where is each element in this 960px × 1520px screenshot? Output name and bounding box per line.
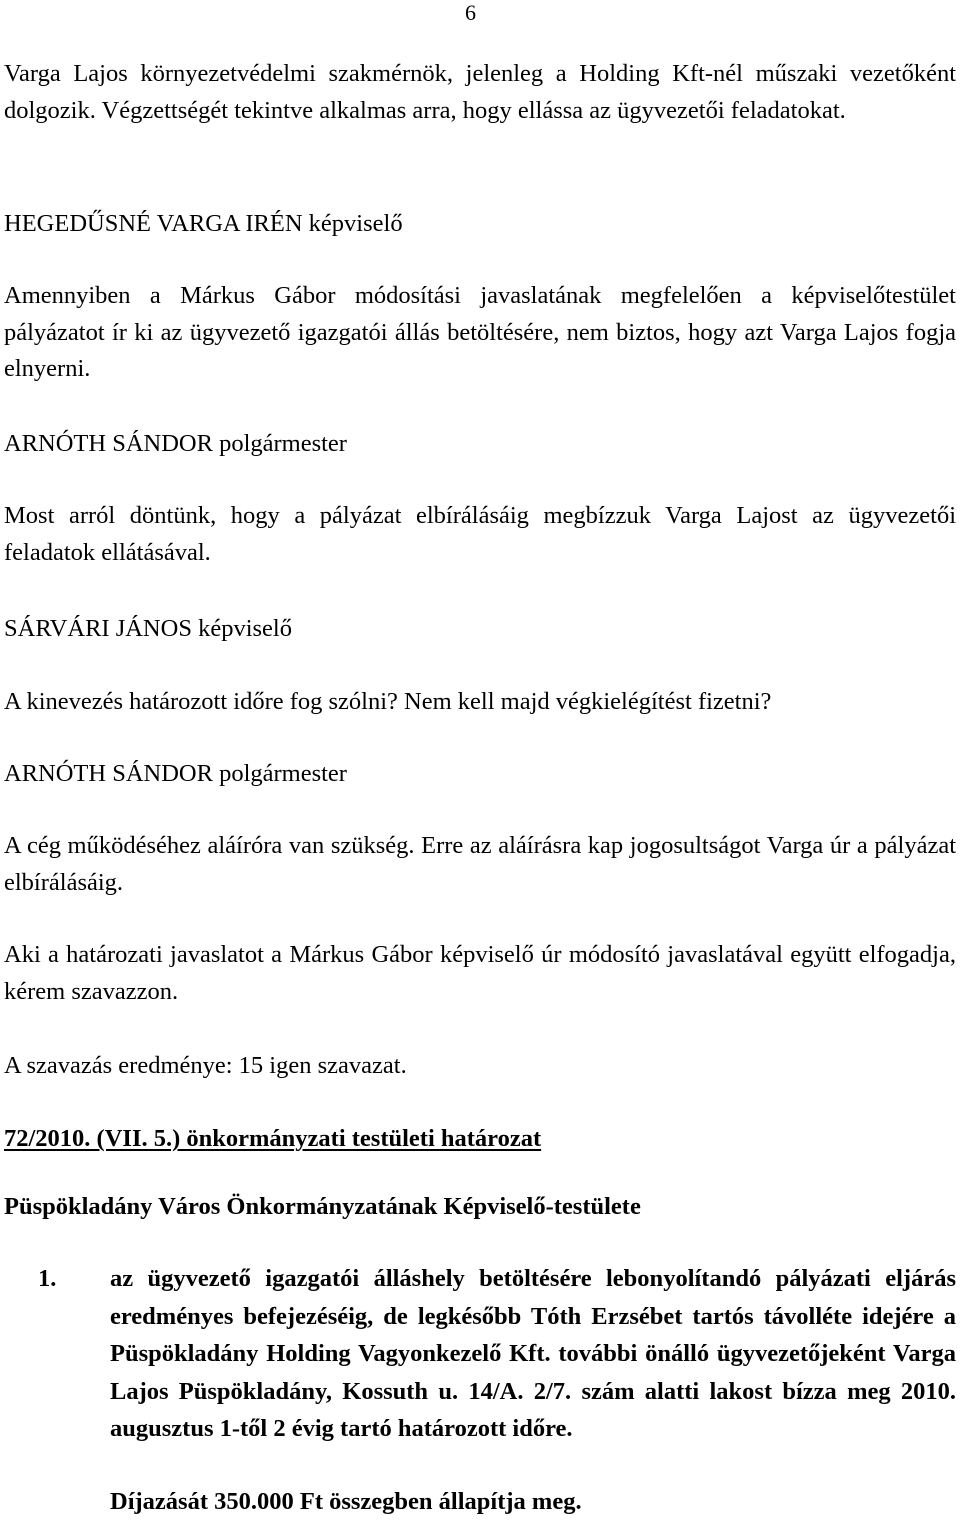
page-number: 6 — [465, 0, 476, 25]
resolution-title — [4, 1121, 956, 1158]
resolution-fee: Díjazását 350.000 Ft összegben állapítja meg. — [110, 1488, 582, 1515]
speaker-sarvari: SÁRVÁRI JÁNOS képviselő — [4, 615, 292, 642]
paragraph-vote-call: Aki a határozati javaslatot a Márkus Gábor képviselő úr módosító javaslatával együtt elfogadja, kérem szavazzon. — [4, 941, 956, 1005]
paragraph-arnoth-1: Most arról döntünk, hogy a pályázat elbírálásáig megbízzuk Varga Lajost az ügyvezetői feladatok ellátásával. — [4, 502, 956, 566]
council-name: Püspökladány Város Önkormányzatának Képviselő-testülete — [4, 1193, 641, 1220]
paragraph-sarvari: A kinevezés határozott időre fog szólni? Nem kell majd végkielégítést fizetni? — [4, 688, 772, 715]
speaker-arnoth-2: ARNÓTH SÁNDOR polgármester — [4, 760, 347, 787]
speaker-hegedusne: HEGEDŰSNÉ VARGA IRÉN képviselő — [4, 210, 403, 237]
speaker-arnoth-1: ARNÓTH SÁNDOR polgármester — [4, 430, 347, 457]
resolution-item-text: az ügyvezető igazgatói álláshely betöltésére lebonyolítandó pályázati eljárás eredményes befejezéséig, de legkésőbb Tóth Erzsébet tartós távolléte idejére a Püspökladány Holding Vagyonkezelő Kft. további önálló ügyvezetőjeként Varga Lajos Püspökladány, Kossuth u. 14/A. 2/7. szám alatti lakost bízza meg 2010. augusztus 1-től 2 évig tartó határozott időre. — [110, 1265, 956, 1442]
paragraph-arnoth-2: A cég működéséhez aláíróra van szükség. Erre az aláírásra kap jogosultságot Varga úr a pályázat elbírálásáig. — [4, 832, 956, 896]
resolution-item-number: 1. — [38, 1265, 57, 1292]
resolution-title-text: 72/2010. (VII. 5.) önkormányzati testületi határozat — [4, 1125, 542, 1152]
vote-result: A szavazás eredménye: 15 igen szavazat. — [4, 1052, 407, 1079]
paragraph-hegedusne: Amennyiben a Márkus Gábor módosítási javaslatának megfelelően a képviselőtestület pályázatot ír ki az ügyvezető igazgatói állás betöltésére, nem biztos, hogy azt Varga Lajos fogja elnyerni. — [4, 282, 956, 382]
paragraph-intro: Varga Lajos környezetvédelmi szakmérnök, jelenleg a Holding Kft-nél műszaki vezetőként dolgozik. Végzettségét tekintve alkalmas arra, hogy ellássa az ügyvezetői feladatokat. — [4, 60, 956, 124]
